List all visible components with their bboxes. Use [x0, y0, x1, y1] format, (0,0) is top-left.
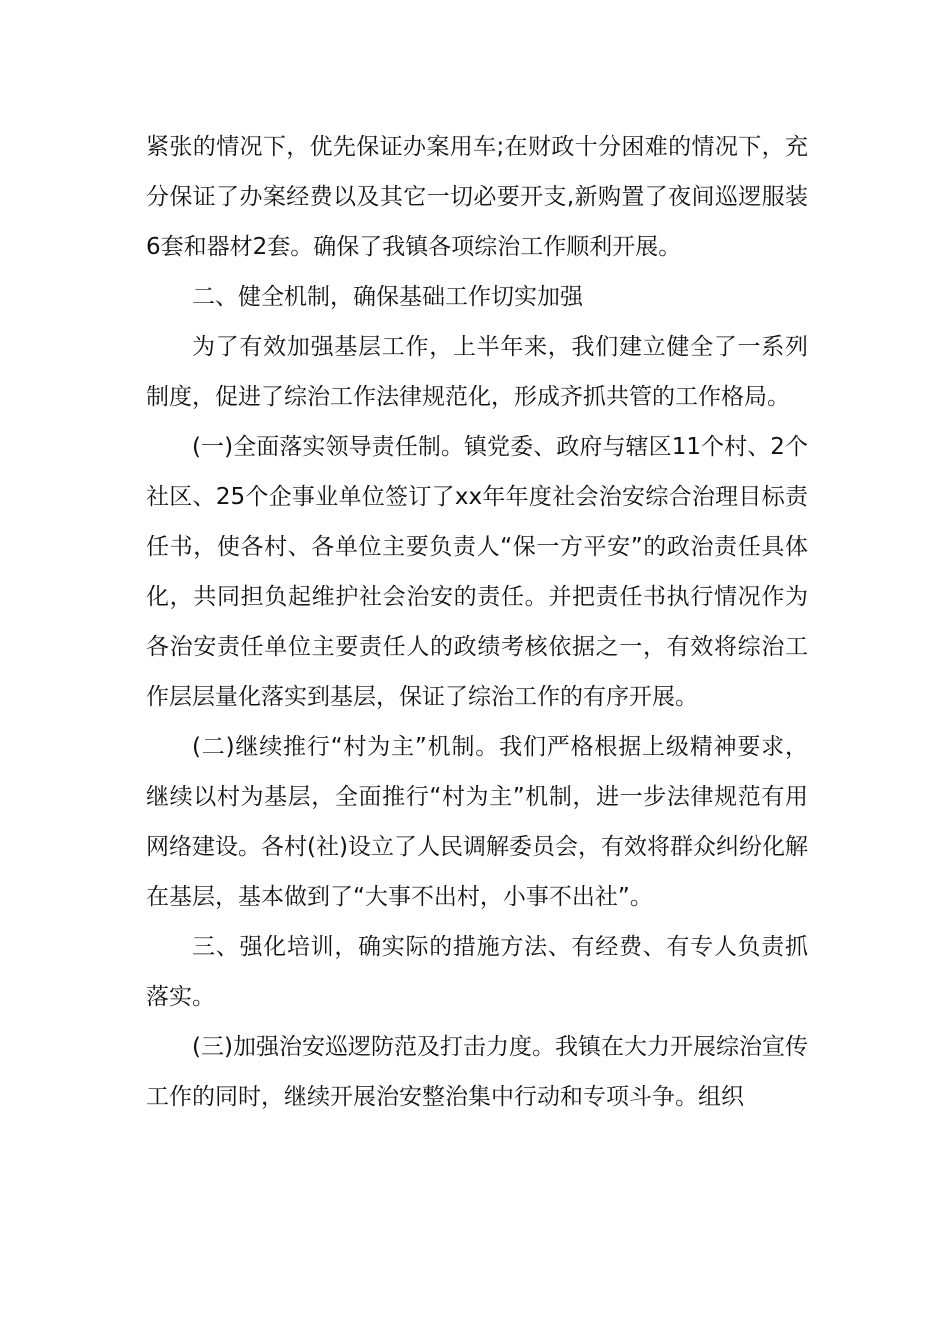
document-body: [146, 122, 808, 1122]
section-heading-3: 三、强化培训，确实际的措施方法、有经费、有专人负责抓落实。: [146, 934, 808, 1010]
paragraph-continuation: 紧张的情况下，优先保证办案用车;在财政十分困难的情况下，充分保证了办案经费以及其它一切必要开支,新购置了夜间巡逻服装6套和器材2套。确保了我镇各项综治工作顺利开展。: [146, 134, 808, 260]
paragraph-intro: 为了有效加强基层工作，上半年来，我们建立健全了一系列制度，促进了综治工作法律规范化，形成齐抓共管的工作格局。: [146, 334, 808, 410]
paragraph-item-2: (二)继续推行“村为主”机制。我们严格根据上级精神要求，继续以村为基层，全面推行“村为主”机制，进一步法律规范有用网络建设。各村(社)设立了人民调解委员会，有效将群众纠纷化解在基层，基本做到了“大事不出村，小事不出社”。: [146, 734, 808, 910]
paragraph-item-3: (三)加强治安巡逻防范及打击力度。我镇在大力开展综治宣传工作的同时，继续开展治安整治集中行动和专项斗争。组织: [146, 1034, 808, 1110]
paragraph-item-1: (一)全面落实领导责任制。镇党委、政府与辖区11个村、2个社区、25个企事业单位签订了xx年年度社会治安综合治理目标责任书，使各村、各单位主要负责人“保一方平安”的政治责任具体化，共同担负起维护社会治安的责任。并把责任书执行情况作为各治安责任单位主要责任人的政绩考核依据之一，有效将综治工作层层量化落实到基层，保证了综治工作的有序开展。: [146, 434, 808, 710]
section-heading-2: 二、健全机制，确保基础工作切实加强: [192, 284, 583, 310]
